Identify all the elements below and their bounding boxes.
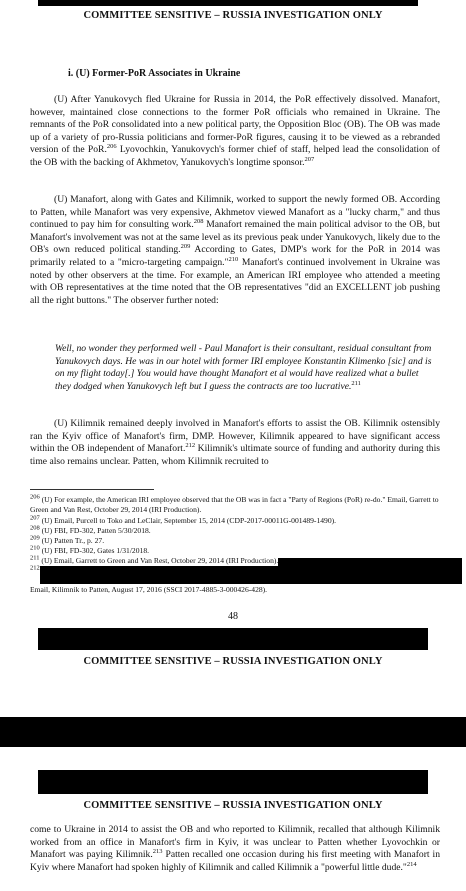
footnote-206: $^{206}$ (U) For example, the American IRI employee observed that the OB was in fact a "Party of Regions (PoR) re-do." Email, Garrett to Green and Van Rest, October 29, 2014 (IRI Production). xyxy=(30,493,439,514)
redaction-bar-page-top-2 xyxy=(38,770,428,794)
section-title: i. (U) Former-PoR Associates in Ukraine xyxy=(68,68,241,79)
footnote-212-continued: Email, Kilimnik to Patten, August 17, 2016 (SSCI 2017-4885-3-000426-428). xyxy=(30,585,268,594)
paragraph-2: (U) Manafort, along with Gates and Kilimnik, worked to support the newly formed OB. According to Patten, while Manafort was very expensive, Akhmetov viewed Manafort as a "lucky charm," and thus continued to pay him for consulting work.$^{208}$ Manafort remained the main political advisor to the OB, but Manafort's involvement was not at the same level as its previous peak under Yanukovych, likely due to the OB's own reduced political standing.$^{209}$ According to Gates, DMP's work for the PoR in 2014 was primarily related to a "micro-targeting campaign."$^{210}$ Manafort's continued involvement in Ukraine was noted by other observers at the time. For example, an American IRI employee who attended a meeting with OB representatives at the time noted that the OB representatives "did an EXCELLENT job pushing all the right buttons." The observer further noted: xyxy=(30,194,440,306)
redaction-bar-page-break-1 xyxy=(38,628,428,650)
footnote-207: $^{207}$ (U) Email, Purcell to Toko and LeClair, September 15, 2014 (CDP-2017-00011G-001489-1490). xyxy=(30,514,337,525)
block-quote: Well, no wonder they performed well - Paul Manafort is their consultant, residual consultant from Yanukovych days. He was in our hotel with former IRI employee Konstantin Klimenko [sic] and is on my flight today[.] You would have thought Manafort et al would have realized what a bullet they dodged when Yanukovych left but I guess the contracts are too lucrative.$^{211}$ xyxy=(55,343,432,392)
redaction-bar-top xyxy=(38,0,418,6)
footnote-211: $^{211}$ (U) Email, Garrett to Green and Van Rest, October 29, 2014 (IRI Production). xyxy=(30,554,279,565)
footnote-208: $^{208}$ (U) FBI, FD-302, Patten 5/30/2018. xyxy=(30,524,151,535)
redaction-box-footnote-212 xyxy=(40,566,462,584)
footnote-210: $^{210}$ (U) FBI, FD-302, Gates 1/31/2018. xyxy=(30,544,150,555)
page-separator-bar xyxy=(0,717,466,747)
paragraph-3: (U) Kilimnik remained deeply involved in Manafort's efforts to assist the OB. Kilimnik ostensibly ran the Kyiv office of Manafort's firm, DMP. However, Kilimnik appeared to have significant access within the OB independent of Manafort.$^{212}$ Kilimnik's ultimate source of funding and authority during this time also remains unclear. Patten, whom Kilimnik recruited to xyxy=(30,418,440,467)
redaction-box-footnote-211 xyxy=(278,558,462,566)
footnote-212: 212 xyxy=(30,564,40,572)
classification-header-page-2: COMMITTEE SENSITIVE – RUSSIA INVESTIGATION ONLY xyxy=(83,800,383,811)
page-number: 48 xyxy=(228,611,238,622)
paragraph-4: come to Ukraine in 2014 to assist the OB and who reported to Kilimnik, recalled that although Kilimnik worked from an office in Manafort's firm in Kyiv, it was unclear to Patten whether Lyovochkin or Manafort was paying Kilimnik.$^{213}$ Patten recalled one occasion during his first meeting with Manafort in Kyiv where Manafort had spoken highly of Kilimnik and called Kilimnik a "powerful little dude."$^{214}$ xyxy=(30,824,441,873)
paragraph-1: (U) After Yanukovych fled Ukraine for Russia in 2014, the PoR effectively dissolved. Manafort, however, maintained close connections to the former PoR officials who remained in Ukraine. The remnants of the PoR consolidated into a new political party, the Opposition Bloc (OB). The OB was made up of a variety of pro-Russia politicians and former-PoR figures, causing it to be viewed as a rebranded version of the PoR.$^{206}$ Lyovochkin, Yanukovych's former chief of staff, helped lead the consolidation of the OB with the backing of Akhmetov, Yanukovych's longtime sponsor.$^{207}$ xyxy=(30,94,440,168)
classification-footer: COMMITTEE SENSITIVE – RUSSIA INVESTIGATION ONLY xyxy=(83,656,383,667)
footnote-divider xyxy=(30,489,154,490)
classification-header: COMMITTEE SENSITIVE – RUSSIA INVESTIGATION ONLY xyxy=(83,10,383,21)
footnote-209: $^{209}$ (U) Patten Tr., p. 27. xyxy=(30,534,105,545)
